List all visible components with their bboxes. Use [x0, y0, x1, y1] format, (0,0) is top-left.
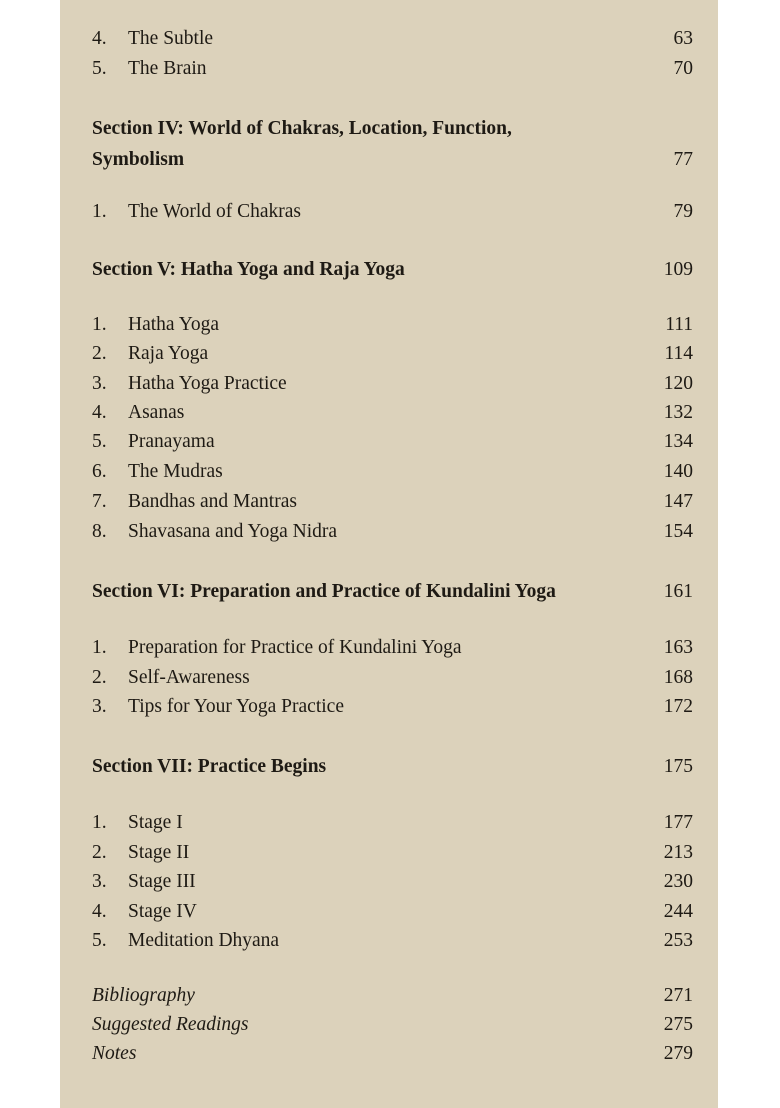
entry-title: Bibliography	[92, 985, 195, 1006]
entry-title: Symbolism	[92, 149, 185, 170]
entry-number: 4.	[92, 402, 107, 423]
entry-title: Section VII: Practice Begins	[92, 756, 327, 777]
entry-page-number: 168	[663, 667, 693, 688]
entry-page-number: 77	[673, 149, 693, 170]
toc-backmatter-entry	[92, 1040, 693, 1068]
entry-title: Section VI: Preparation and Practice of Kundalini Yoga	[92, 581, 556, 602]
entry-number: 5.	[92, 431, 107, 452]
entry-title: The Mudras	[128, 461, 223, 482]
entry-page-number: 213	[663, 842, 693, 863]
entry-number: 5.	[92, 930, 107, 951]
toc-entry	[92, 370, 693, 398]
entry-page-number: 114	[664, 343, 693, 364]
entry-page-number: 109	[663, 259, 693, 280]
entry-title: Stage I	[128, 812, 183, 833]
toc-entry	[92, 25, 693, 53]
entry-page-number: 172	[663, 696, 693, 717]
toc-entry	[92, 428, 693, 456]
entry-page-number: 63	[673, 28, 693, 49]
toc-section-heading	[92, 146, 693, 174]
entry-page-number: 275	[663, 1014, 693, 1035]
toc-entry	[92, 458, 693, 486]
toc-entry	[92, 809, 693, 837]
entry-page-number: 177	[663, 812, 693, 833]
toc-entry	[92, 898, 693, 926]
entry-page-number: 70	[673, 58, 693, 79]
toc-entry	[92, 340, 693, 368]
entry-number: 8.	[92, 521, 107, 542]
entry-number: 5.	[92, 58, 107, 79]
entry-title: Stage II	[128, 842, 190, 863]
entry-page-number: 120	[663, 373, 693, 394]
entry-number: 2.	[92, 343, 107, 364]
entry-title: Tips for Your Yoga Practice	[128, 696, 344, 717]
entry-title: Shavasana and Yoga Nidra	[128, 521, 338, 542]
entry-number: 1.	[92, 314, 107, 335]
entry-page-number: 271	[663, 985, 693, 1006]
toc-entry	[92, 55, 693, 83]
toc-entry	[92, 399, 693, 427]
entry-title: Section IV: World of Chakras, Location, Function,	[92, 118, 512, 139]
toc-section-heading	[92, 256, 693, 284]
entry-title: Notes	[92, 1043, 137, 1064]
entry-page-number: 134	[663, 431, 693, 452]
entry-title: Raja Yoga	[128, 343, 209, 364]
entry-title: The Subtle	[128, 28, 214, 49]
entry-page-number: 161	[663, 581, 693, 602]
entry-page-number: 154	[663, 521, 693, 542]
entry-page-number: 244	[663, 901, 693, 922]
entry-number: 1.	[92, 812, 107, 833]
entry-page-number: 147	[663, 491, 693, 512]
entry-title: Self-Awareness	[128, 667, 250, 688]
entry-page-number: 175	[663, 756, 693, 777]
entry-page-number: 111	[665, 314, 693, 335]
entry-number: 4.	[92, 901, 107, 922]
entry-page-number: 163	[663, 637, 693, 658]
entry-page-number: 230	[663, 871, 693, 892]
entry-title: Stage III	[128, 871, 196, 892]
entry-number: 1.	[92, 201, 107, 222]
toc-entry	[92, 868, 693, 896]
entry-number: 3.	[92, 696, 107, 717]
entry-number: 4.	[92, 28, 107, 49]
toc-entry	[92, 518, 693, 546]
entry-title: The Brain	[128, 58, 207, 79]
toc-backmatter-entry	[92, 1011, 693, 1039]
entry-page-number: 132	[663, 402, 693, 423]
entry-title: Section V: Hatha Yoga and Raja Yoga	[92, 259, 405, 280]
toc-entry	[92, 311, 693, 339]
entry-title: Pranayama	[128, 431, 215, 452]
entry-title: Bandhas and Mantras	[128, 491, 297, 512]
toc-backmatter-entry	[92, 982, 693, 1010]
entry-page-number: 279	[663, 1043, 693, 1064]
toc-page	[60, 0, 718, 1108]
entry-title: Meditation Dhyana	[128, 930, 280, 951]
toc-entry	[92, 634, 693, 662]
entry-number: 2.	[92, 842, 107, 863]
entry-title: Preparation for Practice of Kundalini Yoga	[128, 637, 462, 658]
entry-title: The World of Chakras	[128, 201, 301, 222]
entry-title: Suggested Readings	[92, 1014, 249, 1035]
entry-number: 7.	[92, 491, 107, 512]
entry-number: 3.	[92, 373, 107, 394]
toc-entry	[92, 198, 693, 226]
toc-entry	[92, 488, 693, 516]
entry-page-number: 253	[663, 930, 693, 951]
entry-number: 6.	[92, 461, 107, 482]
entry-title: Asanas	[128, 402, 185, 423]
entry-number: 1.	[92, 637, 107, 658]
entry-page-number: 140	[663, 461, 693, 482]
toc-section-heading	[92, 578, 693, 606]
toc-entry	[92, 693, 693, 721]
toc-entry	[92, 927, 693, 955]
entry-title: Hatha Yoga	[128, 314, 219, 335]
entry-title: Hatha Yoga Practice	[128, 373, 287, 394]
entry-page-number: 79	[673, 201, 693, 222]
toc-section-heading	[92, 115, 693, 143]
toc-section-heading	[92, 753, 693, 781]
entry-number: 2.	[92, 667, 107, 688]
toc-entry	[92, 664, 693, 692]
toc-entry	[92, 839, 693, 867]
entry-title: Stage IV	[128, 901, 197, 922]
entry-number: 3.	[92, 871, 107, 892]
